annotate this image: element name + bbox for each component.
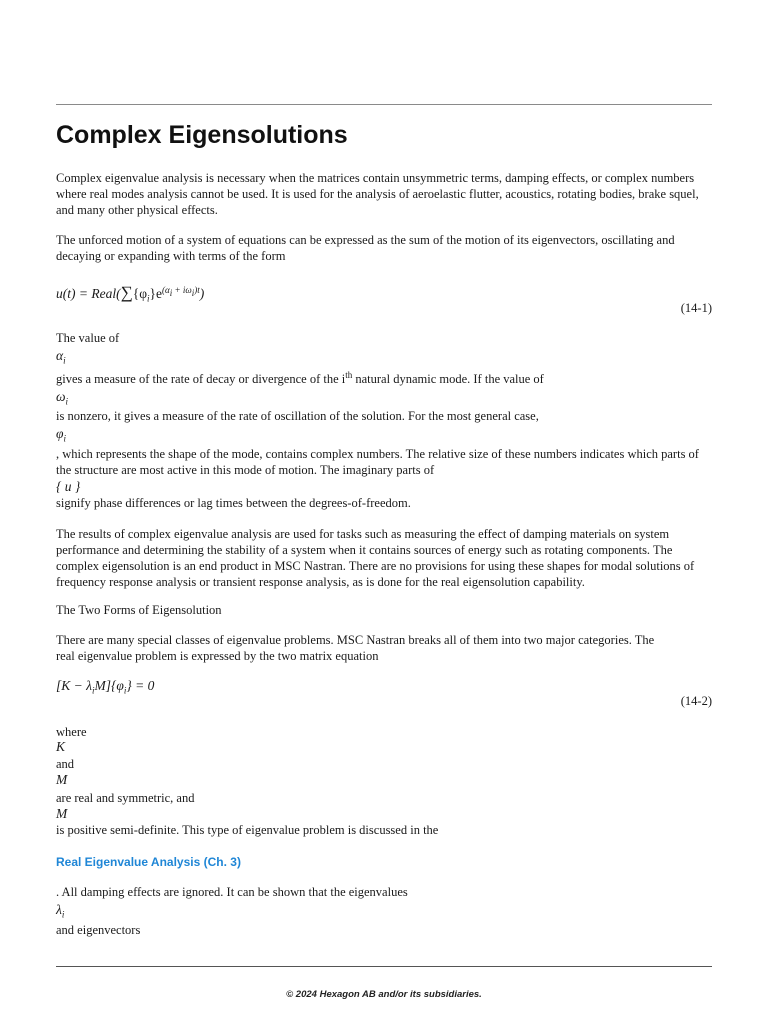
text-where: where [56, 725, 87, 739]
text-categories-line2: real eigenvalue problem is expressed by the two matrix equation [56, 649, 379, 663]
text-decay: gives a measure of the rate of decay or divergence of the $i^{th}$ natural dynamic mode. If the value of [56, 369, 544, 386]
header-rule [56, 104, 712, 105]
math-M: M [56, 772, 68, 787]
text-value-of: The value of [56, 331, 120, 345]
equation-number-14-1: (14-1) [680, 301, 712, 315]
math-omega-i: $\omega_i$ [56, 389, 69, 407]
text-and: and [56, 757, 75, 771]
text-mode-shape: , which represents the shape of the mode, contains complex numbers. The relative size of these numbers indicates which parts of the structure are most active in this mode of motion. The imaginary parts of [56, 447, 699, 477]
motion-paragraph: The unforced motion of a system of equations can be expressed as the sum of the motion of its eigenvectors, oscillating and decaying or expanding with terms of the form [56, 233, 675, 263]
footer-rule [56, 966, 712, 967]
equation-14-1: $u(t) = Real(\sum\{\varphi_i\}e^{(\alpha_i + i\omega_i)t})$ [56, 283, 205, 304]
results-paragraph: The results of complex eigenvalue analysis are used for tasks such as measuring the effect of damping materials on system performance and determining the stability of a system when it contains sources of energy such as rotating components. The complex eigensolution is an end product in MSC Nastran. There are no provisions for using these shapes for modal solutions of frequency response analysis or transient response analysis, as is done for the real eigensolution capability. [56, 527, 695, 589]
text-real-symmetric: are real and symmetric, and [56, 791, 195, 805]
math-M-second: M [56, 806, 68, 821]
math-u: { u } [56, 479, 81, 494]
text-nonzero: is nonzero, it gives a measure of the rate of oscillation of the solution. For the most general case, [56, 409, 539, 423]
link-real-eigenvalue-analysis[interactable]: Real Eigenvalue Analysis (Ch. 3) [56, 855, 241, 869]
equation-14-2: $[K - \lambda_iM]\{\varphi_i\} = 0$ [56, 678, 155, 696]
subheading-two-forms: The Two Forms of Eigensolution [56, 603, 222, 617]
equation-number-14-2: (14-2) [680, 694, 712, 708]
footer-copyright: © 2024 Hexagon AB and/or its subsidiaries. [286, 989, 482, 1000]
math-K: K [56, 739, 66, 754]
math-phi-i: $\varphi_i$ [56, 426, 66, 444]
intro-paragraph: Complex eigenvalue analysis is necessary when the matrices contain unsymmetric terms, damping effects, or complex numbers where real modes analysis cannot be used. It is used for the analysis of aeroelastic flutter, acoustics, rotating bodies, brake squel, and many other physical effects. [56, 171, 699, 217]
text-damping-ignored: . All damping effects are ignored. It can be shown that the eigenvalues [56, 885, 408, 899]
page-title: Complex Eigensolutions [56, 121, 348, 149]
text-signify: signify phase differences or lag times between the degrees-of-freedom. [56, 496, 411, 510]
text-categories-line1: There are many special classes of eigenvalue problems. MSC Nastran breaks all of them into two major categories. The [56, 633, 655, 647]
text-eigenvectors: and eigenvectors [56, 923, 141, 937]
text-positive-semidefinite: is positive semi-definite. This type of eigenvalue problem is discussed in the [56, 823, 439, 837]
math-lambda-i: $\lambda_i$ [56, 902, 65, 920]
math-alpha-i: $\alpha_i$ [56, 348, 66, 366]
